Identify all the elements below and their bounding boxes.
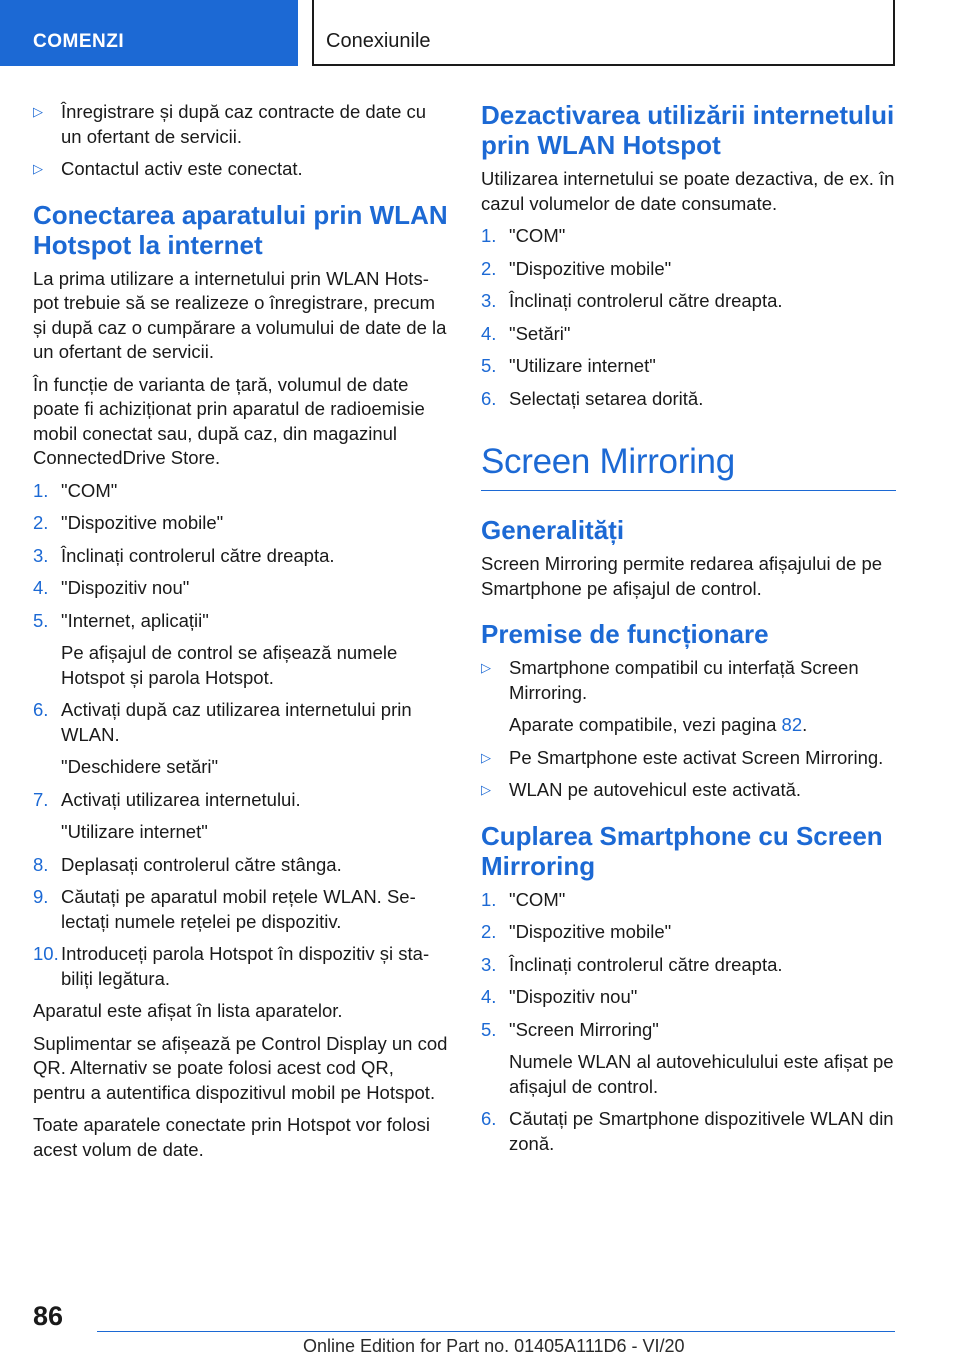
step-item: 2. "Dispozitive mobile": [481, 921, 672, 942]
step-item: 10. Introduceți parola Hotspot în dispozitiv și sta‐biliți legătura.: [33, 943, 430, 989]
step-item: 2. "Dispozitive mobile": [481, 257, 672, 279]
step-item: 6. Selectați setarea dorită.: [481, 387, 704, 409]
step-item: 1. "COM": [481, 225, 566, 246]
step-item: 9. Căutați pe aparatul mobil rețele WLAN. Se‐lectați numele rețelei pe dispozitiv.: [33, 886, 416, 932]
page-number: 86: [33, 1301, 64, 1331]
heading-screen-mirroring: Screen Mirroring: [481, 441, 896, 491]
step-item: 4. "Dispozitiv nou": [33, 577, 190, 598]
step-item: 7. Activați utilizarea internetului. "Utilizare internet": [33, 788, 448, 845]
prereq-bullet-list: [33, 100, 448, 182]
step-item: 6. Căutați pe Smartphone dispozitivele WLAN din zonă.: [481, 1108, 894, 1154]
right-column: [481, 100, 896, 1164]
step-note: "Deschidere setări": [61, 756, 219, 777]
left-column: [33, 100, 448, 1170]
deactivate-steps-list: [481, 224, 896, 411]
triangle-bullet-icon: ▷: [481, 749, 491, 765]
step-item: 5. "Internet, aplicații" Pe afișajul de control se afișează numele Hotspot și parola Hotspot.: [33, 609, 448, 691]
paragraph: Toate aparatele conectate prin Hotspot vor folosi acest volum de date.: [33, 1114, 430, 1160]
step-note: "Utilizare internet": [61, 821, 208, 842]
paragraph: Screen Mirroring permite redarea afișajului de pe Smartphone pe afișajul de control.: [481, 553, 883, 599]
triangle-bullet-icon: ▷: [481, 660, 491, 675]
step-item: 1. "COM": [33, 479, 118, 501]
heading-deactivate-hotspot: Dezactivarea utilizării internetului prin WLAN Hotspot: [481, 100, 895, 160]
paragraph: În funcție de varianta de țară, volumul de date poate fi achiziționat prin aparatul de radioemisie mobil conectat sau, după caz, din magazinul ConnectedDrive Store.: [33, 373, 425, 468]
step-note: Pe afișajul de control se afișează numele Hotspot și parola Hotspot.: [61, 642, 398, 688]
step-item: 3. Înclinați controlerul către dreapta.: [481, 953, 783, 975]
couple-steps-list: [481, 888, 896, 1157]
chapter-tab: Conexiunile: [312, 0, 895, 66]
paragraph: La prima utilizare a internetului prin WLAN Hots‐pot trebuie să se realizeze o înregistrare, precum și după caz o cumpărare a volumului de date de la un ofertant de servicii.: [33, 267, 447, 362]
bullet-item: ▷ Pe Smartphone este activat Screen Mirroring.: [481, 746, 896, 771]
step-item: 3. Înclinați controlerul către dreapta.: [481, 290, 783, 311]
page-header: [0, 0, 960, 66]
heading-prerequisites: Premise de funcționare: [481, 619, 769, 649]
bullet-item: ▷ Contactul activ este conectat.: [33, 157, 448, 182]
triangle-bullet-icon: ▷: [33, 161, 43, 176]
page-reference-link[interactable]: 82: [781, 714, 803, 735]
heading-connect-hotspot: Conectarea aparatului prin WLAN Hotspot la internet: [33, 199, 448, 260]
triangle-bullet-icon: ▷: [481, 782, 491, 797]
edition-footer: Online Edition for Part no. 01405A111D6 - VI/20: [303, 1336, 685, 1356]
step-item: 4. "Setări": [481, 322, 571, 344]
triangle-bullet-icon: ▷: [33, 104, 43, 119]
section-tab: COMENZI: [0, 0, 298, 66]
step-item: 8. Deplasați controlerul către stânga.: [33, 853, 342, 875]
step-item: 5. "Screen Mirroring" Numele WLAN al autovehiculului este afișat pe afișajul de control.: [481, 1018, 896, 1100]
heading-general: Generalități: [481, 515, 625, 545]
prerequisites-bullet-list: [481, 656, 896, 803]
connect-steps-list: [33, 479, 448, 992]
heading-couple-smartphone: Cuplarea Smartphone cu Screen Mirroring: [481, 820, 883, 881]
bullet-note: Aparate compatibile, vezi pagina 82.: [509, 714, 808, 735]
step-item: 2. "Dispozitive mobile": [33, 512, 224, 533]
paragraph: Aparatul este afișat în lista aparatelor.: [33, 1000, 343, 1021]
step-item: 1. "COM": [481, 888, 566, 910]
footer-divider: [97, 1331, 895, 1332]
step-item: 6. Activați după caz utilizarea internetului prin WLAN. "Deschidere setări": [33, 698, 448, 780]
step-item: 5. "Utilizare internet": [481, 355, 656, 376]
bullet-item: ▷ Smartphone compatibil cu interfață Screen Mirroring. Aparate compatibile, vezi pagina 82.: [481, 656, 896, 738]
paragraph: Suplimentar se afișează pe Control Display un cod QR. Alternativ se poate folosi acest cod QR, pentru a autentifica dispozitivul mobil pe Hotspot.: [33, 1032, 448, 1103]
step-note: Numele WLAN al autovehiculului este afișat pe afișajul de control.: [509, 1051, 894, 1097]
bullet-item: ▷ WLAN pe autovehicul este activată.: [481, 778, 896, 803]
bullet-item: ▷ Înregistrare și după caz contracte de date cu un ofertant de servicii.: [33, 101, 427, 147]
step-item: 3. Înclinați controlerul către dreapta.: [33, 544, 335, 566]
paragraph: Utilizarea internetului se poate dezactiva, de ex. în cazul volumelor de date consumate.: [481, 168, 895, 214]
step-item: 4. "Dispozitiv nou": [481, 986, 638, 1007]
